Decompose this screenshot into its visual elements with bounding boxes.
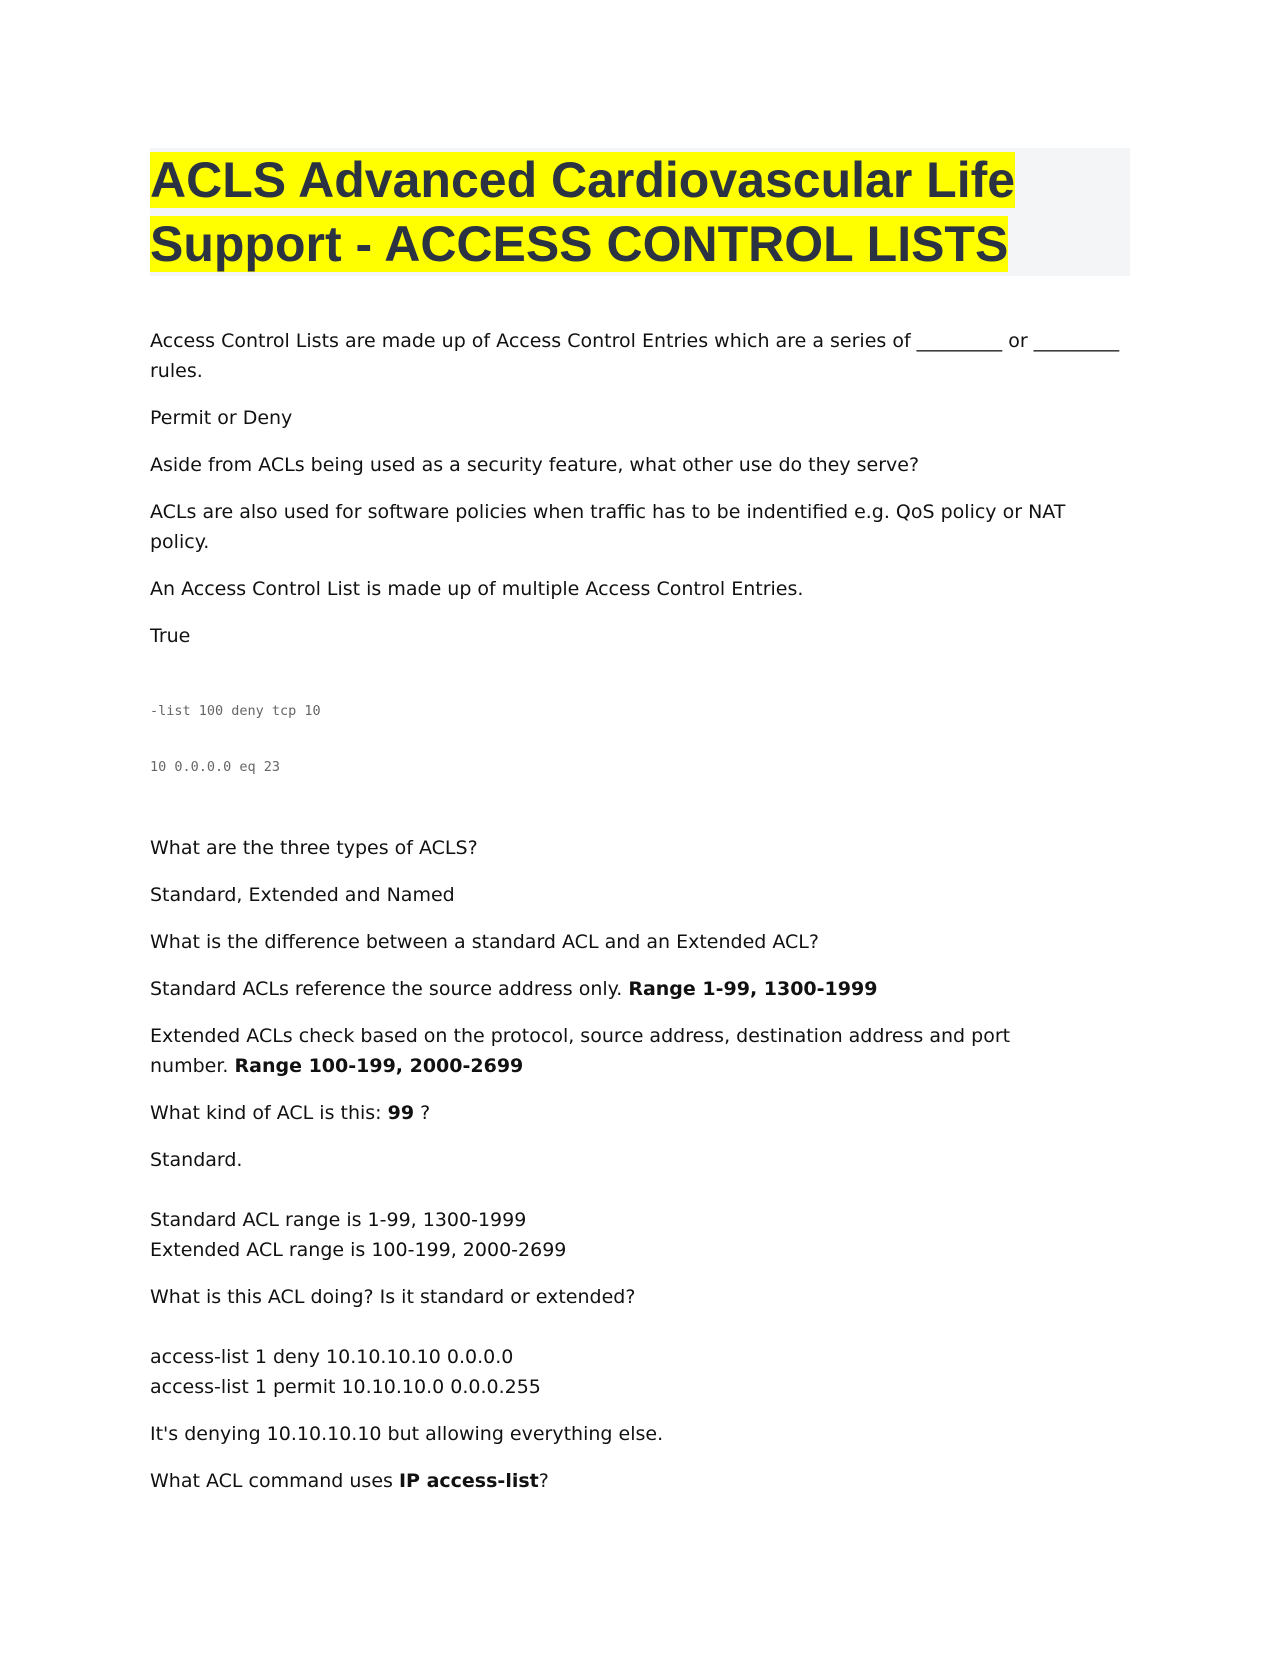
title-block — [150, 148, 1130, 276]
acl-image-line — [150, 814, 342, 815]
answer-extended-range-line: Extended ACL range is 100-199, 2000-2699 — [150, 1239, 567, 1261]
document-body — [150, 326, 1130, 1496]
statement-multiple-aces: An Access Control List is made up of multiple Access Control Entries. — [150, 578, 804, 600]
answer-standard-label: Standard. — [150, 1149, 243, 1171]
question-other-use: Aside from ACLs being used as a security feature, what other use do they serve? — [150, 454, 920, 476]
question-doing-text: What is this ACL doing? Is it standard or extended? — [150, 1286, 636, 1308]
question-kind-end: ? — [420, 1102, 431, 1124]
answer-permit-deny: Permit or Deny — [150, 407, 293, 429]
title-line-2: Support - ACCESS CONTROL LISTS — [150, 216, 1009, 272]
document-page — [150, 148, 1130, 1496]
question-ip-end: ? — [538, 1470, 549, 1492]
title-line-1: ACLS Advanced Cardiovascular Life — [150, 152, 1016, 208]
answer-extended-acl — [150, 1021, 1130, 1081]
answer-standard-range: Range 1-99, 1300-1999 — [628, 978, 878, 1000]
answer-standard-range-line: Standard ACL range is 1-99, 1300-1999 — [150, 1209, 527, 1231]
question-kind-of-acl — [150, 1098, 1130, 1128]
answer-software-policies: ACLs are also used for software policies when traffic has to be indentified e.g. QoS policy or NAT policy. — [150, 501, 1066, 553]
answer-denying-host: It's denying 10.10.10.10 but allowing everything else. — [150, 1423, 664, 1445]
answer-standard-acl — [150, 974, 1130, 1004]
answer-extended-range: Range 100-199, 2000-2699 — [234, 1055, 524, 1077]
answer-standard-text: Standard ACLs reference the source address only. — [150, 978, 623, 1000]
question-ip-access-list — [150, 1466, 1130, 1496]
acl-image-line: 10 0.0.0.0 eq 23 — [150, 758, 281, 775]
answer-standard-ranges — [150, 1145, 1130, 1265]
acl-image-line: -list 100 deny tcp 10 — [150, 703, 321, 720]
question-ip-text: What ACL command uses — [150, 1470, 393, 1492]
answer-extended-text-2: number. — [150, 1055, 229, 1077]
acl-command-line-2: access-list 1 permit 10.10.10.0 0.0.0.255 — [150, 1376, 541, 1398]
question-kind-number: 99 — [387, 1102, 415, 1124]
question-ace-rules: Access Control Lists are made up of Access Control Entries which are a series of _________ or _________ rules. — [150, 330, 1120, 382]
question-ip-command: IP access-list — [398, 1470, 539, 1492]
acl-config-image — [150, 665, 342, 815]
acl-command-line-1: access-list 1 deny 10.10.10.10 0.0.0.0 — [150, 1346, 514, 1368]
answer-true: True — [150, 625, 191, 647]
question-standard-vs-extended: What is the difference between a standard ACL and an Extended ACL? — [150, 931, 819, 953]
question-what-acl-doing — [150, 1282, 1130, 1402]
answer-extended-text-1: Extended ACLs check based on the protocol, source address, destination address and port — [150, 1025, 1011, 1047]
question-three-types: What are the three types of ACLS? — [150, 837, 478, 859]
answer-three-types: Standard, Extended and Named — [150, 884, 455, 906]
page-title — [150, 148, 1130, 276]
question-kind-text: What kind of ACL is this: — [150, 1102, 382, 1124]
